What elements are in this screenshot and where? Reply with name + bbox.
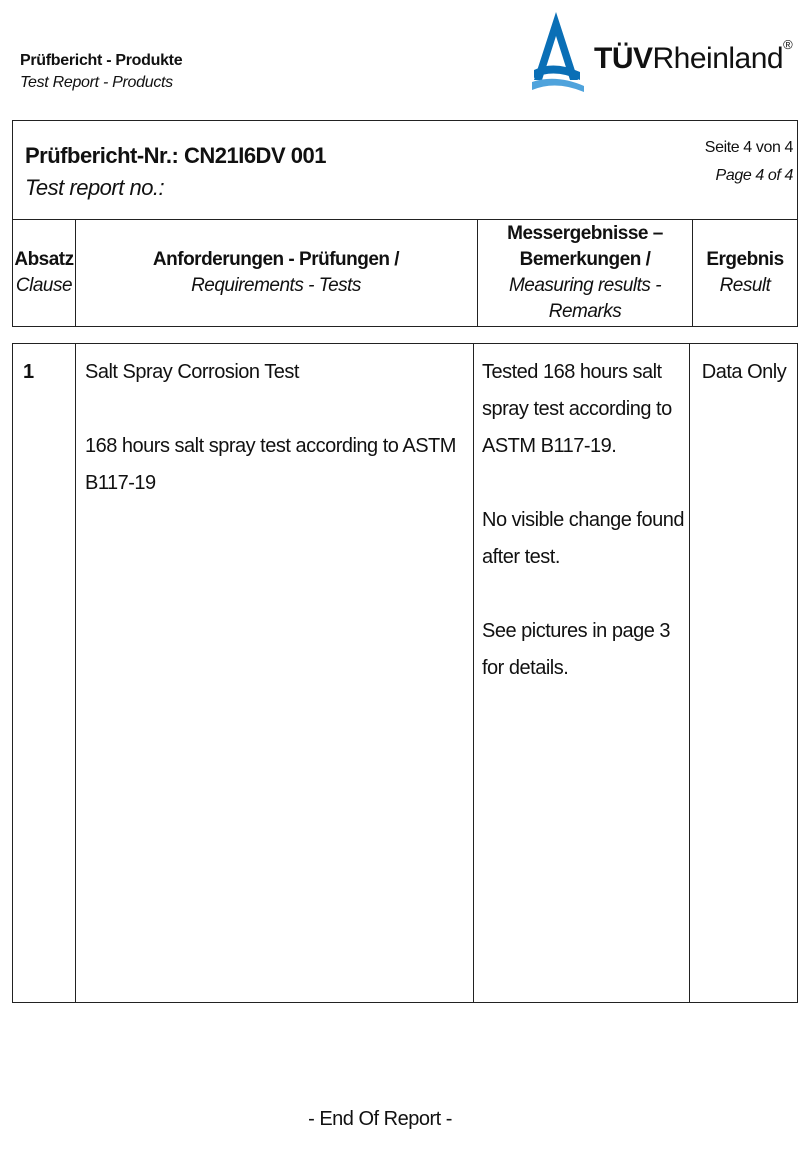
tuv-logo xyxy=(532,10,793,94)
requirement-detail: 168 hours salt spray test according to ASTM B117-19 xyxy=(85,435,456,494)
table-row-remarks xyxy=(482,354,684,724)
remark-no-change: No visible change found after test. xyxy=(482,509,684,568)
clause-header-en: Clause xyxy=(15,274,73,296)
end-of-report: - End Of Report - xyxy=(308,1108,452,1130)
result-column-header xyxy=(693,219,797,326)
clause-column-header xyxy=(13,219,75,326)
report-type-en: Test Report - Products xyxy=(20,74,173,91)
logo-wordmark: TÜVRheinland® xyxy=(594,37,793,75)
tuv-triangle-logo-icon xyxy=(532,10,592,94)
page-number-de: Seite 4 von 4 xyxy=(704,139,793,156)
results-table-body xyxy=(12,343,798,1003)
results-header-en: Measuring results - Remarks xyxy=(508,274,662,322)
clause-header-de: Absatz xyxy=(14,248,74,270)
report-number: Prüfbericht-Nr.: CN21I6DV 001 xyxy=(25,143,326,168)
result-header-de: Ergebnis xyxy=(706,248,784,270)
requirements-header-de: Anforderungen - Prüfungen / xyxy=(152,248,400,270)
table-row-result: Data Only xyxy=(701,361,787,383)
report-type-header xyxy=(20,52,182,92)
table-row-requirements xyxy=(85,354,469,539)
results-header-de-2: Bemerkungen / xyxy=(519,248,651,270)
report-number-en: Test report no.: xyxy=(25,175,165,200)
requirements-header-en: Requirements - Tests xyxy=(191,274,361,296)
requirements-column-header xyxy=(76,219,476,326)
requirement-title: Salt Spray Corrosion Test xyxy=(85,361,299,383)
page-number-en: Page 4 of 4 xyxy=(715,167,793,184)
remark-see-pictures: See pictures in page 3 for details. xyxy=(482,620,671,679)
results-header-de-1: Messergebnisse – xyxy=(507,222,663,244)
report-type-de: Prüfbericht - Produkte xyxy=(20,52,183,69)
table-row-clause: 1 xyxy=(23,361,34,383)
remark-tested: Tested 168 hours salt spray test according to ASTM B117-19. xyxy=(482,361,672,457)
result-header-en: Result xyxy=(719,274,771,296)
report-header-table xyxy=(12,120,798,327)
report-number-row xyxy=(13,121,797,220)
results-column-header xyxy=(478,219,692,326)
